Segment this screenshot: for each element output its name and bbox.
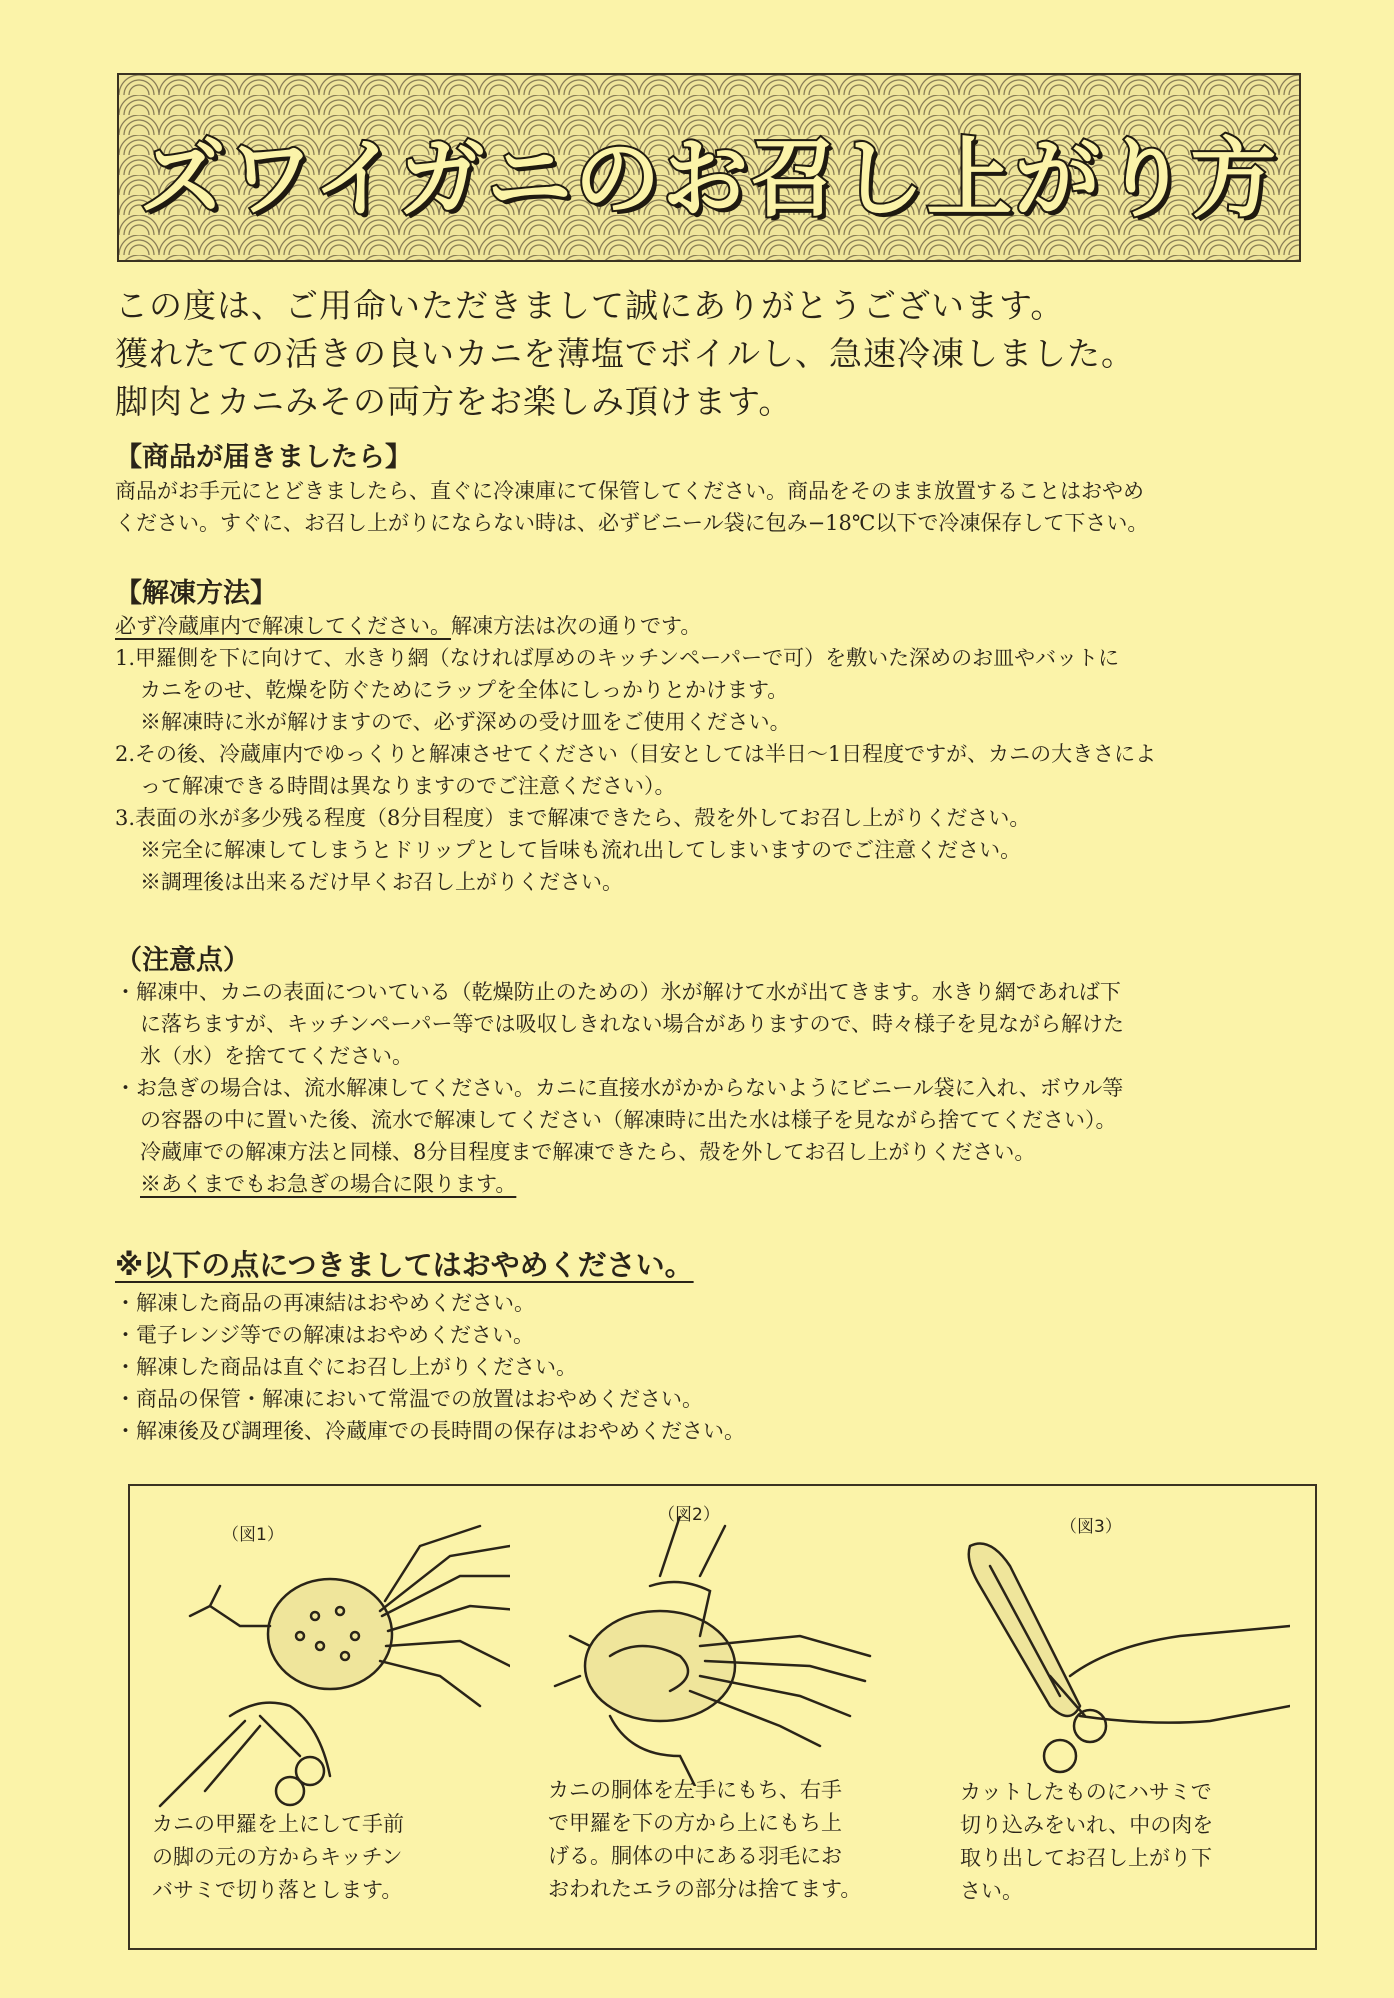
- page-title: ズワイガニのお召し上がり方: [139, 129, 1279, 229]
- heading-arrival: 【商品が届きましたら】: [115, 442, 412, 473]
- thaw-lead: [115, 610, 1305, 642]
- figure-2-label: （図2）: [658, 1505, 720, 1525]
- leg-cutting-illustration: [950, 1526, 1290, 1786]
- figure-3-label: （図3）: [1060, 1517, 1122, 1537]
- caption-line: 取り出してお召し上がり下: [960, 1846, 1212, 1870]
- caption-line: おわれたエラの部分は捨てます。: [548, 1877, 862, 1901]
- heading-prohibit: ※以下の点につきましてはおやめください。: [115, 1248, 694, 1282]
- caution-bullet-2: ・お急ぎの場合は、流水解凍してください。カニに直接水がかからないようにビニール袋に入れ、ボウル等: [115, 1076, 1124, 1100]
- arrival-line: 商品がお手元にとどきましたら、直ぐに冷凍庫にて保管してください。商品をそのまま放置することはおやめ: [115, 479, 1144, 503]
- intro-text: [115, 282, 1295, 426]
- caption-line: カットしたものにハサミで: [960, 1780, 1212, 1804]
- thaw-step-2-cont: って解凍できる時間は異なりますのでご注意ください）。: [140, 774, 676, 798]
- intro-line: この度は、ご用命いただきまして誠にありがとうございます。: [115, 286, 1065, 325]
- prohibit-list: [115, 1287, 1305, 1447]
- caution-bullet-2-cont: の容器の中に置いた後、流水で解凍してください（解凍時に出た水は様子を見ながら捨ててください）。: [140, 1108, 1117, 1132]
- arrival-text: [115, 475, 1305, 539]
- caption-line: げる。胴体の中にある羽毛にお: [548, 1844, 842, 1868]
- caption-line: カニの胴体を左手にもち、右手: [548, 1778, 842, 1802]
- caption-line: さい。: [960, 1879, 1023, 1903]
- prohibit-item: ・解凍した商品の再凍結はおやめください。: [115, 1291, 535, 1315]
- thaw-step-3: 3.表面の氷が多少残る程度（8分目程度）まで解凍できたら、殻を外してお召し上がりください。: [115, 806, 1031, 830]
- caution-bullet-2-cont: 冷蔵庫での解凍方法と同様、8分目程度まで解凍できたら、殻を外してお召し上がりください。: [140, 1140, 1036, 1164]
- thaw-step-3-note-1: ※完全に解凍してしまうとドリップとして旨味も流れ出してしまいますのでご注意ください。: [140, 838, 1022, 862]
- figure-panel: [128, 1484, 1317, 1950]
- figure-1-caption: [152, 1808, 404, 1907]
- thaw-step-3-note-2: ※調理後は出来るだけ早くお召し上がりください。: [140, 870, 623, 894]
- heading-caution: （注意点）: [115, 945, 250, 976]
- arrival-line: ください。すぐに、お召し上がりにならない時は、必ずビニール袋に包み−18℃以下で冷凍保存して下さい。: [115, 511, 1149, 535]
- crab-cutting-illustration: [150, 1516, 510, 1826]
- title-banner: [117, 73, 1301, 262]
- caption-line: バサミで切り落とします。: [152, 1878, 403, 1902]
- figure-2-caption: [548, 1774, 861, 1906]
- thaw-lead-rest: 解凍方法は次の通りです。: [451, 614, 702, 638]
- thaw-step-1-cont: カニをのせ、乾燥を防ぐためにラップを全体にしっかりとかけます。: [140, 678, 789, 702]
- caution-bullet-1-cont: 氷（水）を捨ててください。: [140, 1044, 413, 1068]
- crab-opening-illustration: [550, 1516, 880, 1786]
- prohibit-item: ・解凍した商品は直ぐにお召し上がりください。: [115, 1355, 577, 1379]
- caution-bullet-2-note: ※あくまでもお急ぎの場合に限ります。: [140, 1172, 517, 1196]
- prohibit-item: ・電子レンジ等での解凍はおやめください。: [115, 1323, 534, 1347]
- figure-1-label: （図1）: [222, 1525, 284, 1545]
- thaw-step-2: 2.その後、冷蔵庫内でゆっくりと解凍させてください（目安としては半日〜1日程度ですが、カニの大きさによ: [115, 742, 1157, 766]
- prohibit-item: ・商品の保管・解凍において常温での放置はおやめください。: [115, 1387, 703, 1411]
- intro-line: 獲れたての活きの良いカニを薄塩でボイルし、急速冷凍しました。: [115, 334, 1135, 373]
- intro-line: 脚肉とカニみその両方をお楽しみ頂けます。: [115, 382, 793, 421]
- caption-line: 切り込みをいれ、中の肉を: [960, 1813, 1214, 1837]
- caption-line: で甲羅を下の方から上にもち上: [548, 1811, 842, 1835]
- figure-3-caption: [960, 1776, 1213, 1908]
- caution-text: [115, 976, 1305, 1200]
- thaw-text: [115, 610, 1305, 898]
- heading-thaw: 【解凍方法】: [115, 578, 277, 609]
- thaw-lead-underlined: 必ず冷蔵庫内で解凍してください。: [115, 614, 451, 638]
- caption-line: の脚の元の方からキッチン: [152, 1845, 403, 1869]
- caption-line: カニの甲羅を上にして手前: [152, 1812, 404, 1836]
- caution-bullet-1: ・解凍中、カニの表面についている（乾燥防止のための）氷が解けて水が出てきます。水きり網であれば下: [115, 980, 1121, 1004]
- prohibit-item: ・解凍後及び調理後、冷蔵庫での長時間の保存はおやめください。: [115, 1419, 745, 1443]
- thaw-step-1-note: ※解凍時に氷が解けますので、必ず深めの受け皿をご使用ください。: [140, 710, 791, 734]
- caution-bullet-1-cont: に落ちますが、キッチンペーパー等では吸収しきれない場合がありますので、時々様子を見ながら解けた: [140, 1012, 1125, 1036]
- thaw-step-1: 1.甲羅側を下に向けて、水きり網（なければ厚めのキッチンペーパーで可）を敷いた深めのお皿やバットに: [115, 646, 1120, 670]
